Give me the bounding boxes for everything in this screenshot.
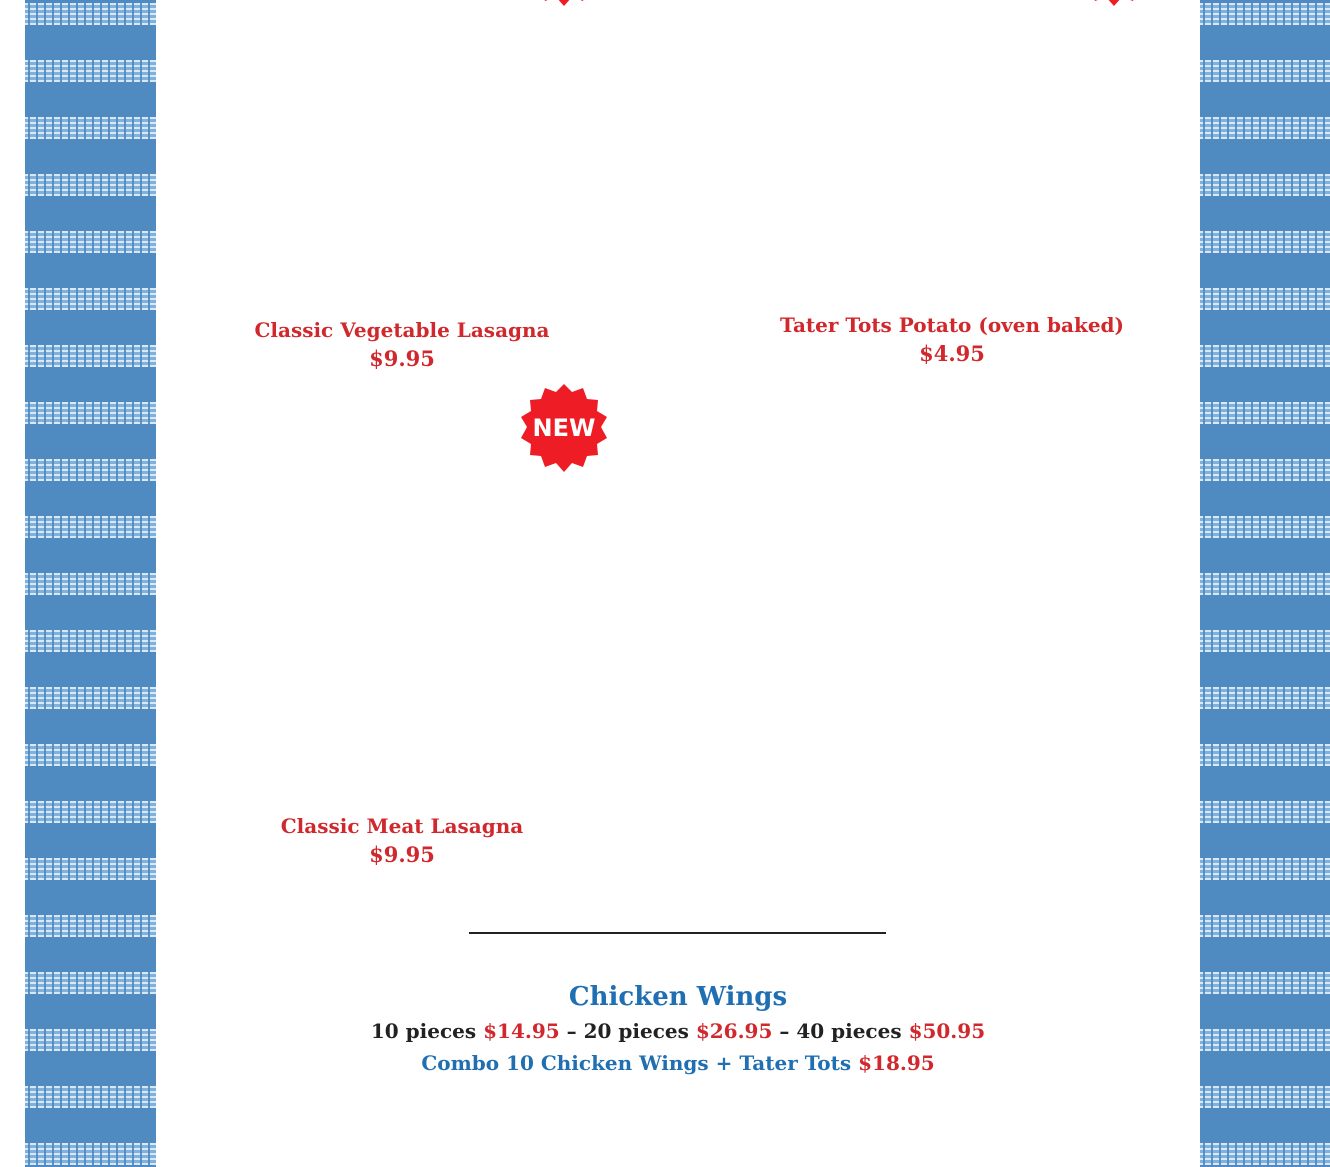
chicken-wings-combo [156, 1048, 1200, 1078]
item-price: $9.95 [369, 346, 435, 371]
chicken-wings-options [156, 1016, 1200, 1046]
item-price: $9.95 [369, 842, 435, 867]
option-separator: – [566, 1019, 577, 1043]
menu-item-meat-lasagna [202, 812, 602, 870]
item-name: Classic Vegetable Lasagna [254, 318, 550, 342]
item-price: $4.95 [919, 341, 985, 366]
option-separator: – [779, 1019, 790, 1043]
combo-label: Combo 10 Chicken Wings + Tater Tots [421, 1051, 852, 1075]
left-greek-key-border [25, 0, 156, 1167]
option-label: 40 pieces [796, 1019, 902, 1043]
option-price: $14.95 [483, 1019, 560, 1043]
new-badge-icon [518, 0, 610, 8]
right-greek-key-border [1200, 0, 1330, 1167]
option-price: $50.95 [908, 1019, 986, 1043]
item-name: Classic Meat Lasagna [280, 814, 524, 838]
option-price: $26.95 [695, 1019, 773, 1043]
new-badge-label: NEW [532, 414, 596, 442]
combo-price: $18.95 [858, 1051, 935, 1075]
section-divider [469, 932, 886, 934]
option-label: 10 pieces [370, 1019, 477, 1043]
menu-item-vegetable-lasagna [202, 316, 602, 374]
option-label: 20 pieces [583, 1019, 689, 1043]
item-name: Tater Tots Potato (oven baked) [780, 313, 1124, 337]
menu-item-tater-tots [752, 311, 1152, 369]
new-badge-icon [1068, 0, 1160, 8]
chicken-wings-heading: Chicken Wings [568, 982, 788, 1012]
new-badge [518, 382, 610, 474]
